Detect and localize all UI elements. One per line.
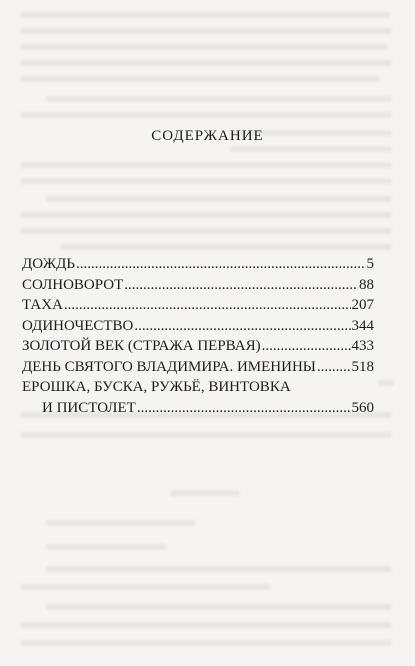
toc-entry [22,357,374,378]
toc-entry-title: ТАХА [22,297,63,313]
table-of-contents [22,254,374,418]
toc-entry-page: 5 [366,256,374,272]
dot-leader [134,316,350,336]
toc-entry-title: ДОЖДЬ [22,256,75,272]
dot-leader [137,398,351,418]
dot-leader [124,275,358,295]
toc-entry-title: ЗОЛОТОЙ ВЕК (СТРАЖА ПЕРВАЯ) [22,338,261,354]
toc-entry-title: И ПИСТОЛЕТ [42,399,136,416]
toc-entry-page: 344 [351,317,374,334]
dot-leader [76,254,366,274]
toc-entry-continuation [22,398,374,419]
toc-entry-page: 88 [359,276,374,293]
toc-entry [22,254,374,275]
toc-entry-page: 433 [351,338,374,354]
toc-entry-title: СОЛНОВОРОТ [22,276,124,293]
toc-entry-title: ЕРОШКА, БУСКА, РУЖЬЁ, ВИНТОВКА [22,379,291,395]
toc-entry [22,316,374,337]
toc-entry-page: 207 [351,297,374,313]
contents-heading: СОДЕРЖАНИЕ [151,128,264,144]
toc-entry [22,295,374,316]
toc-entry [22,336,374,357]
dot-leader [64,295,351,315]
toc-entry [22,275,374,296]
toc-entry-page: 560 [351,399,374,416]
toc-entry [22,377,374,398]
dot-leader [262,336,351,356]
dot-leader [317,357,351,377]
toc-entry-page: 518 [351,358,374,375]
toc-entry-title: ДЕНЬ СВЯТОГО ВЛАДИМИРА. ИМЕНИНЫ [22,358,316,375]
toc-entry-title: ОДИНОЧЕСТВО [22,317,134,334]
